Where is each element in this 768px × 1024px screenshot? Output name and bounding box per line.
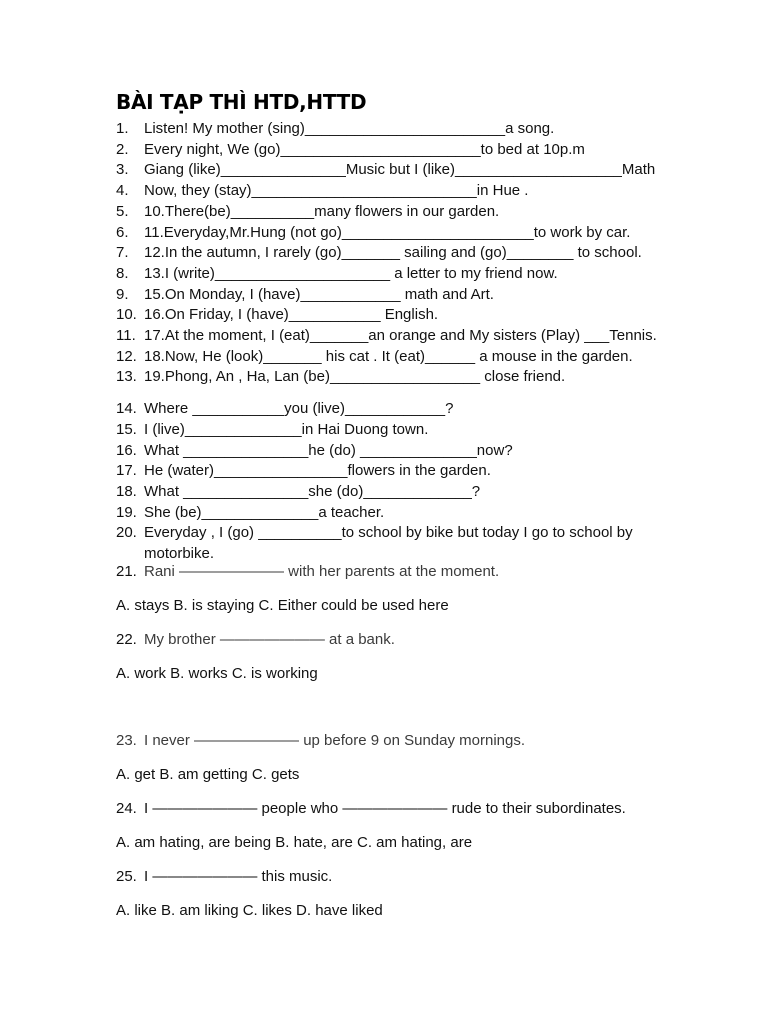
item-text: She (be)______________a teacher. — [144, 503, 385, 521]
item-number: 19. — [116, 503, 137, 521]
question-24 — [116, 800, 626, 817]
item-text: Giang (like)_______________Music but I (like)____________________Math — [144, 161, 656, 179]
question-text: Rani ——————— with her parents at the moment. — [144, 563, 500, 580]
options-22: A. work B. works C. is working — [116, 665, 318, 682]
question-21 — [116, 563, 499, 580]
item-number: 17. — [116, 462, 137, 480]
item-number: 18. — [116, 482, 137, 500]
item-number: 9. — [116, 285, 129, 303]
item-text: Everyday , I (go) __________to school by bike but today I go to school by motorbike. — [144, 524, 633, 563]
item-text: 15.On Monday, I (have)____________ math and Art. — [144, 285, 494, 303]
exercise-item — [116, 399, 716, 420]
exercise-item — [116, 119, 716, 140]
item-number: 8. — [116, 264, 129, 282]
exercise-list — [116, 119, 716, 565]
item-number: 12. — [116, 347, 137, 365]
exercise-item — [116, 202, 716, 223]
question-22 — [116, 631, 395, 648]
exercise-item — [116, 461, 716, 482]
exercise-item — [116, 441, 716, 462]
item-number: 20. — [116, 524, 137, 542]
item-number: 1. — [116, 120, 129, 137]
question-25 — [116, 868, 332, 885]
item-number: 16. — [116, 441, 137, 459]
exercise-item — [116, 243, 716, 264]
item-text: I (live)______________in Hai Duong town. — [144, 420, 429, 438]
item-text: What _______________she (do)_____________? — [144, 482, 481, 500]
exercise-item — [116, 264, 716, 285]
item-text: Where ___________you (live)____________? — [144, 400, 454, 418]
item-text: 19.Phong, An , Ha, Lan (be)__________________ close friend. — [144, 368, 566, 386]
exercise-item — [116, 503, 716, 524]
exercise-item — [116, 285, 716, 306]
item-text: 11.Everyday,Mr.Hung (not go)_______________________to work by car. — [144, 223, 631, 241]
question-number: 24. — [116, 800, 137, 817]
page-title: BÀI TẠP THÌ HTD,HTTD — [116, 90, 367, 114]
item-text: Every night, We (go)________________________to bed at 10p.m — [144, 140, 585, 158]
exercise-item — [116, 347, 716, 368]
item-text: 10.There(be)__________many flowers in our garden. — [144, 202, 500, 220]
item-number: 2. — [116, 140, 129, 158]
exercise-item — [116, 420, 716, 441]
item-text: 13.I (write)_____________________ a letter to my friend now. — [144, 264, 558, 282]
section-gap — [116, 388, 716, 399]
question-text: I ——————— people who ——————— rude to their subordinates. — [144, 800, 626, 817]
question-23 — [116, 732, 525, 749]
question-text: My brother ——————— at a bank. — [144, 631, 395, 648]
options-24: A. am hating, are being B. hate, are C. am hating, are — [116, 834, 473, 851]
item-number: 11. — [116, 327, 136, 345]
item-text: 16.On Friday, I (have)___________ English. — [144, 306, 439, 324]
exercise-item — [116, 482, 716, 503]
options-23: A. get B. am getting C. gets — [116, 766, 300, 783]
exercise-item — [116, 140, 716, 161]
question-text: I ——————— this music. — [144, 868, 333, 885]
item-text: 17.At the moment, I (eat)_______an orange and My sisters (Play) ___Tennis. — [144, 327, 657, 345]
item-number: 15. — [116, 420, 137, 438]
item-number: 7. — [116, 244, 129, 262]
item-text: Now, they (stay)___________________________in Hue . — [144, 182, 529, 200]
exercise-item — [116, 305, 716, 326]
exercise-item — [116, 367, 716, 388]
exercise-item — [116, 326, 716, 347]
item-number: 14. — [116, 400, 137, 418]
question-number: 23. — [116, 732, 137, 749]
exercise-item — [116, 160, 716, 181]
item-text: Listen! My mother (sing)________________________a song. — [144, 120, 555, 137]
item-text: 12.In the autumn, I rarely (go)_______ sailing and (go)________ to school. — [144, 244, 642, 262]
item-number: 13. — [116, 368, 137, 386]
exercise-item — [116, 523, 716, 564]
item-text: What _______________he (do) ______________now? — [144, 441, 513, 459]
item-number: 3. — [116, 161, 129, 179]
item-number: 10. — [116, 306, 137, 324]
exercise-item — [116, 223, 716, 244]
question-number: 22. — [116, 631, 137, 648]
question-text: I never ——————— up before 9 on Sunday mornings. — [144, 732, 526, 749]
options-21: A. stays B. is staying C. Either could be used here — [116, 597, 449, 614]
item-text: 18.Now, He (look)_______ his cat . It (eat)______ a mouse in the garden. — [144, 347, 633, 365]
item-number: 4. — [116, 182, 129, 200]
question-number: 25. — [116, 868, 137, 885]
item-text: He (water)________________flowers in the garden. — [144, 462, 491, 480]
exercise-item — [116, 181, 716, 202]
item-number: 5. — [116, 202, 129, 220]
options-25: A. like B. am liking C. likes D. have liked — [116, 902, 383, 919]
item-number: 6. — [116, 223, 129, 241]
question-number: 21. — [116, 563, 137, 580]
